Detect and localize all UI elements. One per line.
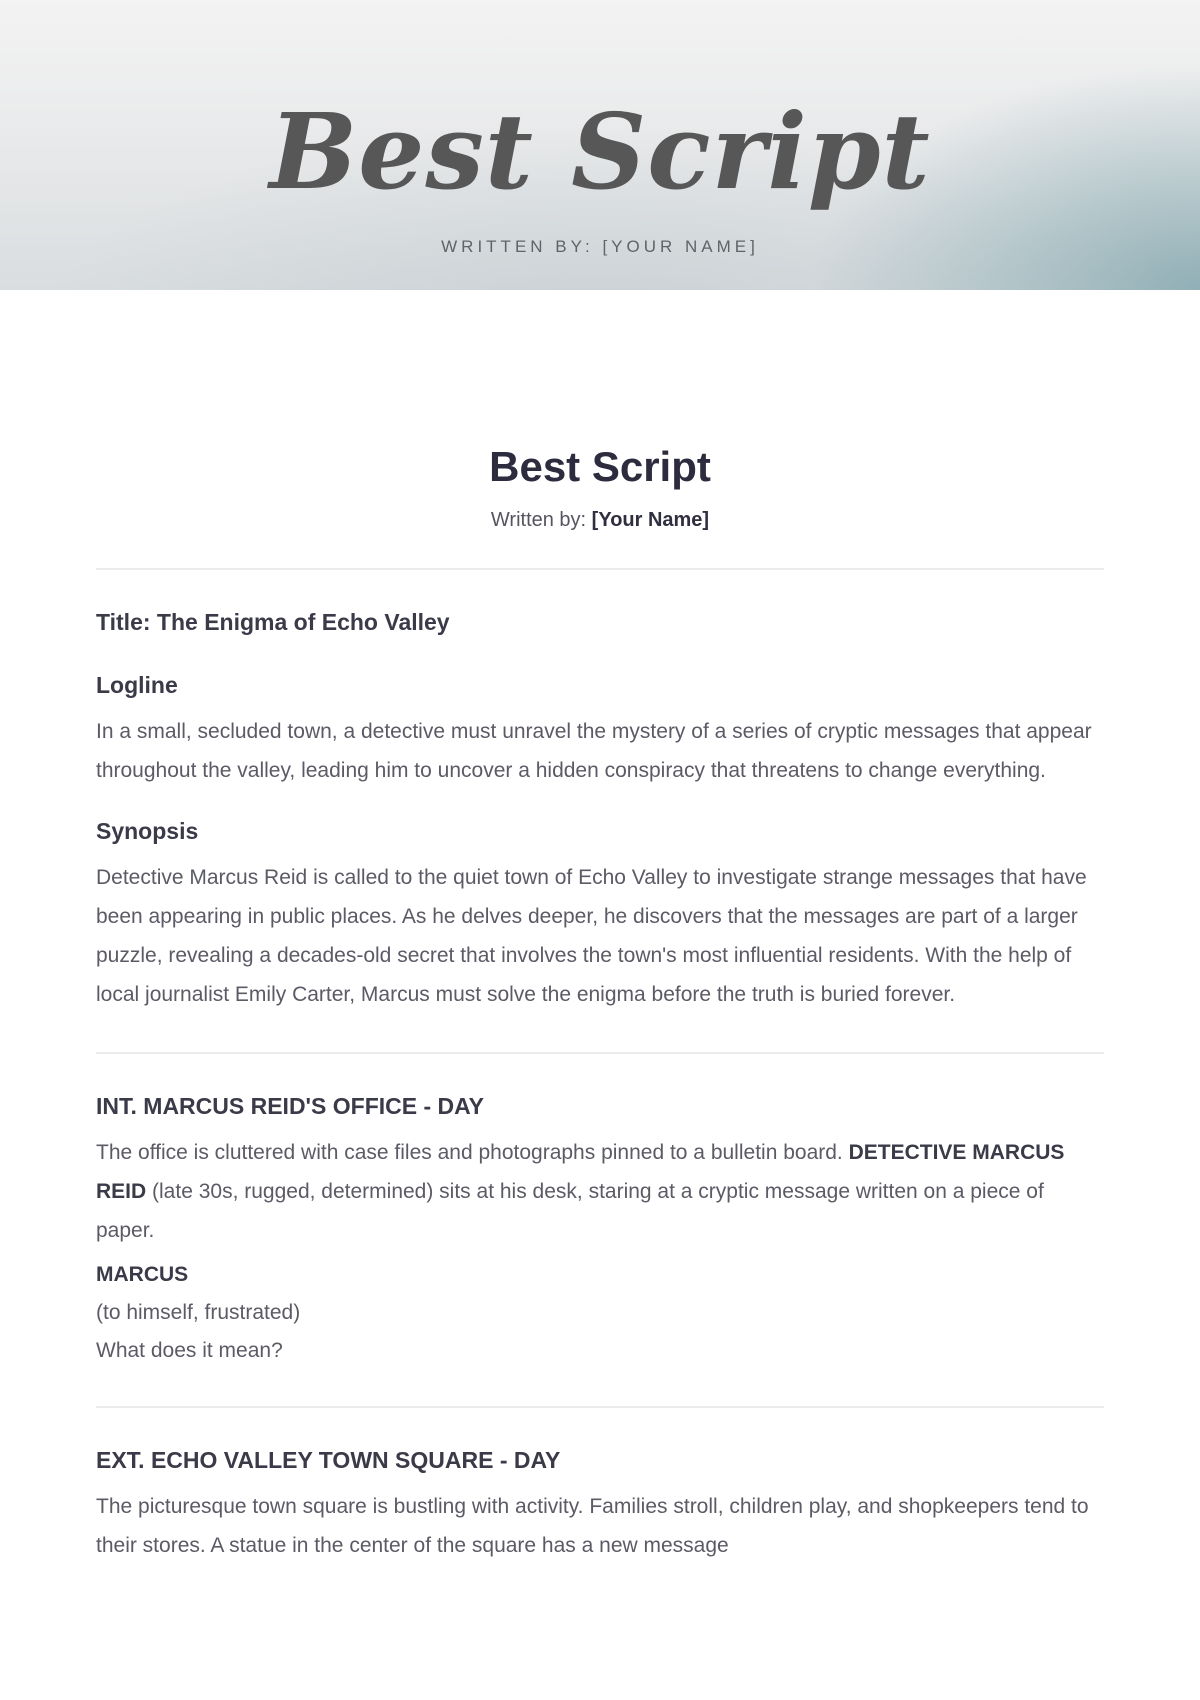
- action-text: The office is cluttered with case files and photographs pinned to a bulletin board.: [96, 1141, 849, 1164]
- character-intro: DETECTIVE MARCUS REID: [96, 1141, 1065, 1203]
- logline-text: In a small, secluded town, a detective must unravel the mystery of a series of cryptic messages that appear throughout the valley, leading him to uncover a hidden conspiracy that threatens to change everything.: [96, 720, 1092, 782]
- action-text: (late 30s, rugged, determined) sits at his desk, staring at a cryptic message written on a piece of paper.: [96, 1180, 1044, 1242]
- scene-heading-town-square: EXT. ECHO VALLEY TOWN SQUARE - DAY: [96, 1447, 561, 1473]
- banner-script-title: Best Script: [269, 90, 931, 213]
- divider: [96, 1052, 1104, 1054]
- synopsis-text: Detective Marcus Reid is called to the quiet town of Echo Valley to investigate strange messages that have been appearing in public places. As he delves deeper, he discovers that the messages are part of a larger puzzle, revealing a decades-old secret that involves the town's most influential residents. With the help of local journalist Emily Carter, Marcus must solve the enigma before the truth is buried forever.: [96, 866, 1087, 1006]
- script-title: Title: The Enigma of Echo Valley: [96, 609, 450, 635]
- divider: [96, 568, 1104, 570]
- scene-action-town-square: The picturesque town square is bustling with activity. Families stroll, children play, and shopkeepers tend to their stores. A statue in the center of the square has a new message: [96, 1495, 1089, 1557]
- scene-action-office: [96, 1133, 1104, 1250]
- byline-author: [Your Name]: [591, 509, 710, 531]
- divider: [96, 1406, 1104, 1408]
- header-banner: [0, 0, 1200, 290]
- logline-heading: Logline: [96, 672, 178, 698]
- banner-author-line: WRITTEN BY: [YOUR NAME]: [441, 237, 759, 256]
- scene-heading-office: INT. MARCUS REID'S OFFICE - DAY: [96, 1093, 484, 1119]
- character-name: MARCUS: [96, 1263, 189, 1286]
- parenthetical: (to himself, frustrated): [96, 1301, 301, 1324]
- dialogue-line: What does it mean?: [96, 1339, 283, 1362]
- byline: [96, 506, 1104, 534]
- byline-prefix: Written by:: [490, 509, 587, 531]
- document-title: Best Script: [489, 443, 711, 490]
- synopsis-heading: Synopsis: [96, 818, 199, 844]
- document-body: [96, 290, 1104, 1565]
